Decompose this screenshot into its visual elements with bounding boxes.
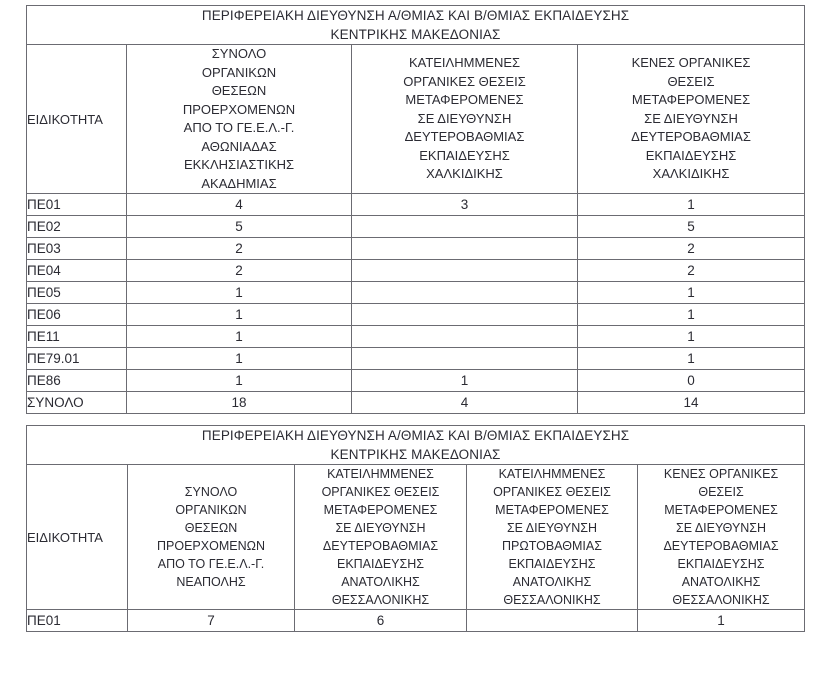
row-label: ΠΕ79.01 bbox=[27, 348, 127, 370]
header-line: ΧΑΛΚΙΔΙΚΗΣ bbox=[426, 166, 503, 182]
header-line: ΚΕΝΕΣ ΟΡΓΑΝΙΚΕΣ bbox=[663, 467, 779, 481]
cell-value bbox=[352, 282, 578, 304]
header-line: ΔΕΥΤΕΡΟΒΑΘΜΙΑΣ bbox=[322, 539, 439, 553]
header-line: ΠΡΩΤΟΒΑΘΜΙΑΣ bbox=[502, 539, 602, 553]
header-line: ΣΕ ΔΙΕΥΘΥΝΣΗ bbox=[644, 110, 738, 126]
cell-value-total: 4 bbox=[352, 392, 578, 414]
cell-value bbox=[352, 304, 578, 326]
column-header-occupied-transferred-prot-anat-thess bbox=[467, 465, 638, 610]
header-line: ΘΕΣΣΑΛΟΝΙΚΗΣ bbox=[672, 593, 770, 607]
row-label: ΠΕ04 bbox=[27, 260, 127, 282]
cell-value: 2 bbox=[127, 238, 352, 260]
cell-value bbox=[467, 610, 638, 632]
table-title-line-1: ΠΕΡΙΦΕΡΕΙΑΚΗ ΔΙΕΥΘΥΝΣΗ Α/ΘΜΙΑΣ ΚΑΙ Β/ΘΜΙΑΣ ΕΚΠΑΙΔΕΥΣΗΣ bbox=[201, 8, 630, 23]
table-title-row bbox=[27, 6, 805, 45]
column-header-occupied-transferred-chalkidiki bbox=[352, 45, 578, 194]
row-label: ΠΕ02 bbox=[27, 216, 127, 238]
cell-value: 2 bbox=[578, 238, 805, 260]
header-line: ΟΡΓΑΝΙΚΩΝ bbox=[175, 503, 247, 517]
cell-value: 1 bbox=[127, 370, 352, 392]
header-line: ΕΚΠΑΙΔΕΥΣΗΣ bbox=[419, 147, 510, 163]
header-line: ΧΑΛΚΙΔΙΚΗΣ bbox=[652, 166, 730, 182]
header-line: ΘΕΣΕΩΝ bbox=[211, 83, 267, 98]
header-line: ΝΕΑΠΟΛΗΣ bbox=[176, 575, 246, 589]
column-header-vacant-transferred-deut-anat-thess bbox=[638, 465, 805, 610]
header-line: ΑΝΑΤΟΛΙΚΗΣ bbox=[681, 575, 761, 589]
cell-value: 1 bbox=[352, 370, 578, 392]
header-line: ΣΕ ΔΙΕΥΘΥΝΣΗ bbox=[675, 521, 767, 535]
row-label: ΠΕ05 bbox=[27, 282, 127, 304]
header-line: ΑΝΑΤΟΛΙΚΗΣ bbox=[341, 575, 420, 589]
cell-value: 1 bbox=[578, 326, 805, 348]
cell-value: 5 bbox=[127, 216, 352, 238]
cell-value: 0 bbox=[578, 370, 805, 392]
header-line: ΣΕ ΔΙΕΥΘΥΝΣΗ bbox=[417, 110, 512, 126]
header-line: ΜΕΤΑΦΕΡΟΜΕΝΕΣ bbox=[664, 503, 778, 517]
header-line: ΕΚΚΛΗΣΙΑΣΤΙΚΗΣ bbox=[183, 157, 295, 172]
cell-value: 1 bbox=[127, 348, 352, 370]
cell-value bbox=[352, 238, 578, 260]
header-line: ΜΕΤΑΦΕΡΟΜΕΝΕΣ bbox=[323, 503, 438, 517]
header-line: ΘΕΣΕΩΝ bbox=[184, 521, 238, 535]
header-line: ΕΚΠΑΙΔΕΥΣΗΣ bbox=[508, 557, 596, 571]
table-total-row bbox=[27, 392, 805, 414]
cell-value: 1 bbox=[578, 282, 805, 304]
column-header-total-organic-athoniada bbox=[127, 45, 352, 194]
table-row bbox=[27, 304, 805, 326]
cell-value bbox=[352, 348, 578, 370]
column-header-total-organic-neapolis bbox=[128, 465, 295, 610]
table-row bbox=[27, 260, 805, 282]
table-anatoliki-thessaloniki bbox=[26, 425, 805, 632]
table-chalkidiki bbox=[26, 5, 805, 414]
cell-value: 7 bbox=[128, 610, 295, 632]
table-title-line-2: ΚΕΝΤΡΙΚΗΣ ΜΑΚΕΔΟΝΙΑΣ bbox=[330, 27, 501, 42]
table-row bbox=[27, 370, 805, 392]
header-line: ΠΡΟΕΡΧΟΜΕΝΩΝ bbox=[157, 539, 265, 553]
table-row bbox=[27, 326, 805, 348]
header-line: ΜΕΤΑΦΕΡΟΜΕΝΕΣ bbox=[405, 92, 524, 108]
column-header-specialty-label: ΕΙΔΙΚΟΤΗΤΑ bbox=[27, 529, 103, 545]
header-line: ΟΡΓΑΝΙΚΕΣ ΘΕΣΕΙΣ bbox=[403, 73, 526, 89]
header-line: ΑΠΟ ΤΟ ΓΕ.Ε.Λ.-Γ. bbox=[183, 120, 295, 135]
column-header-occupied-transferred-deut-anat-thess bbox=[295, 465, 467, 610]
column-header-specialty-label: ΕΙΔΙΚΟΤΗΤΑ bbox=[27, 111, 103, 127]
header-line: ΕΚΠΑΙΔΕΥΣΗΣ bbox=[645, 147, 737, 163]
header-line: ΜΕΤΑΦΕΡΟΜΕΝΕΣ bbox=[495, 503, 609, 517]
row-label: ΠΕ03 bbox=[27, 238, 127, 260]
header-line: ΘΕΣΕΙΣ bbox=[698, 485, 744, 499]
table-title bbox=[27, 426, 805, 465]
table-header-row bbox=[27, 465, 805, 610]
row-label: ΠΕ06 bbox=[27, 304, 127, 326]
column-header-vacant-transferred-chalkidiki bbox=[578, 45, 805, 194]
header-line: ΚΑΤΕΙΛΗΜΜΕΝΕΣ bbox=[327, 467, 434, 481]
table-header-row bbox=[27, 45, 805, 194]
cell-value: 5 bbox=[578, 216, 805, 238]
table-separator bbox=[26, 414, 803, 425]
header-line: ΑΘΩΝΙΑΔΑΣ bbox=[201, 138, 277, 154]
header-line: ΚΑΤΕΙΛΗΜΜΕΝΕΣ bbox=[408, 55, 521, 71]
cell-value-total: 14 bbox=[578, 392, 805, 414]
row-label-total: ΣΥΝΟΛΟ bbox=[27, 392, 127, 414]
header-line: ΟΡΓΑΝΙΚΕΣ ΘΕΣΕΙΣ bbox=[493, 485, 611, 499]
column-header-specialty bbox=[27, 465, 128, 610]
row-label: ΠΕ86 bbox=[27, 370, 127, 392]
header-line: ΑΚΑΔΗΜΙΑΣ bbox=[201, 175, 277, 191]
header-line: ΜΕΤΑΦΕΡΟΜΕΝΕΣ bbox=[631, 92, 751, 108]
cell-value: 3 bbox=[352, 194, 578, 216]
cell-value: 2 bbox=[578, 260, 805, 282]
table-title bbox=[27, 6, 805, 45]
cell-value: 1 bbox=[578, 194, 805, 216]
header-line: ΑΠΟ ΤΟ ΓΕ.Ε.Λ.-Γ. bbox=[157, 557, 265, 571]
header-line: ΟΡΓΑΝΙΚΕΣ ΘΕΣΕΙΣ bbox=[321, 485, 440, 499]
header-line: ΑΝΑΤΟΛΙΚΗΣ bbox=[512, 575, 592, 589]
cell-value bbox=[352, 260, 578, 282]
table-title-line-1: ΠΕΡΙΦΕΡΕΙΑΚΗ ΔΙΕΥΘΥΝΣΗ Α/ΘΜΙΑΣ ΚΑΙ Β/ΘΜΙΑΣ ΕΚΠΑΙΔΕΥΣΗΣ bbox=[201, 428, 630, 443]
header-line: ΕΚΠΑΙΔΕΥΣΗΣ bbox=[677, 557, 765, 571]
header-line: ΔΕΥΤΕΡΟΒΑΘΜΙΑΣ bbox=[404, 129, 525, 145]
cell-value bbox=[352, 216, 578, 238]
header-line: ΣΕ ΔΙΕΥΘΥΝΣΗ bbox=[335, 521, 426, 535]
table-row bbox=[27, 216, 805, 238]
header-line: ΕΚΠΑΙΔΕΥΣΗΣ bbox=[336, 557, 425, 571]
cell-value: 6 bbox=[295, 610, 467, 632]
header-line: ΘΕΣΣΑΛΟΝΙΚΗΣ bbox=[331, 593, 430, 607]
table-title-line-2: ΚΕΝΤΡΙΚΗΣ ΜΑΚΕΔΟΝΙΑΣ bbox=[330, 447, 501, 462]
header-line: ΘΕΣΣΑΛΟΝΙΚΗΣ bbox=[503, 593, 601, 607]
row-label: ΠΕ11 bbox=[27, 326, 127, 348]
cell-value: 2 bbox=[127, 260, 352, 282]
table-title-row bbox=[27, 426, 805, 465]
header-line: ΚΕΝΕΣ ΟΡΓΑΝΙΚΕΣ bbox=[631, 55, 751, 71]
header-line: ΣΥΝΟΛΟ bbox=[184, 485, 238, 499]
header-line: ΚΑΤΕΙΛΗΜΜΕΝΕΣ bbox=[498, 467, 606, 481]
table-row bbox=[27, 610, 805, 632]
header-line: ΟΡΓΑΝΙΚΩΝ bbox=[201, 64, 277, 80]
row-label: ΠΕ01 bbox=[27, 194, 127, 216]
row-label: ΠΕ01 bbox=[27, 610, 128, 632]
header-line: ΔΕΥΤΕΡΟΒΑΘΜΙΑΣ bbox=[663, 539, 779, 553]
cell-value-total: 18 bbox=[127, 392, 352, 414]
cell-value: 1 bbox=[578, 348, 805, 370]
column-header-specialty bbox=[27, 45, 127, 194]
cell-value: 1 bbox=[127, 282, 352, 304]
cell-value: 4 bbox=[127, 194, 352, 216]
header-line: ΣΥΝΟΛΟ bbox=[211, 46, 267, 61]
cell-value: 1 bbox=[127, 304, 352, 326]
table-row bbox=[27, 282, 805, 304]
table-row bbox=[27, 194, 805, 216]
header-line: ΔΕΥΤΕΡΟΒΑΘΜΙΑΣ bbox=[631, 129, 751, 145]
table-row bbox=[27, 238, 805, 260]
header-line: ΣΕ ΔΙΕΥΘΥΝΣΗ bbox=[506, 521, 598, 535]
header-line: ΠΡΟΕΡΧΟΜΕΝΩΝ bbox=[182, 101, 296, 117]
cell-value: 1 bbox=[638, 610, 805, 632]
header-line: ΘΕΣΕΙΣ bbox=[667, 73, 715, 89]
cell-value: 1 bbox=[127, 326, 352, 348]
table-row bbox=[27, 348, 805, 370]
cell-value bbox=[352, 326, 578, 348]
cell-value: 1 bbox=[578, 304, 805, 326]
